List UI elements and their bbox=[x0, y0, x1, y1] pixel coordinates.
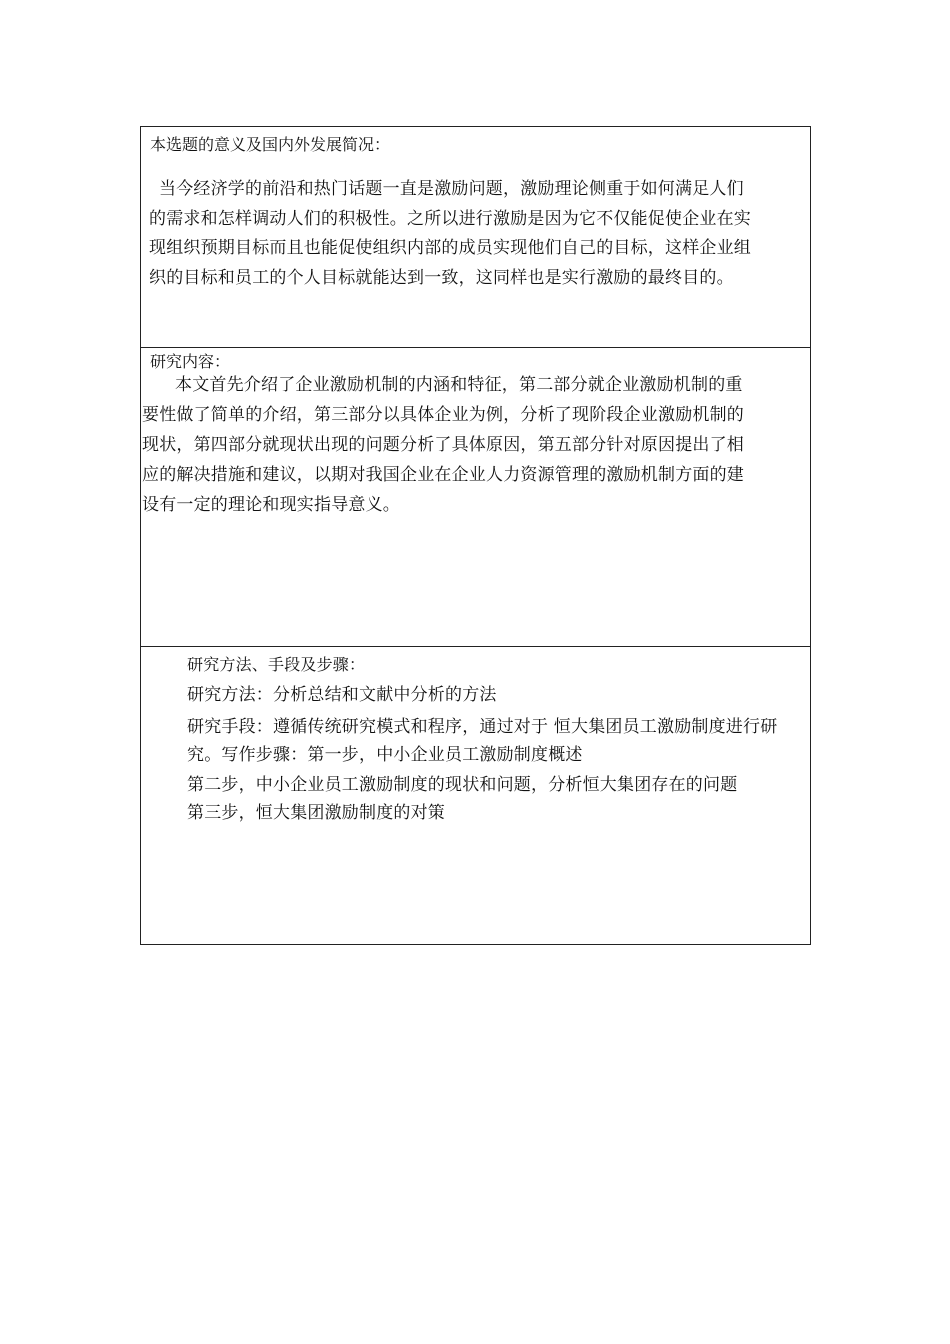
research-methods-heading: 研究方法、手段及步骤： bbox=[187, 655, 366, 674]
significance-section bbox=[141, 127, 810, 348]
research-content-section bbox=[141, 348, 810, 647]
research-content-body: 本文首先介绍了企业激励机制的内涵和特征，第二部分就企业激励机制的重 要性做了简单的介绍，第三部分以具体企业为例，分析了现阶段企业激励机制的 现状，第四部分就现状出现的问题分析了具体原因，第五部分针对原因提出了相 应的解决措施和建议，以期对我国企业在企业人力资源管理的激励机制方面的建 设有一定的理论和现实指导意义。 bbox=[142, 375, 744, 515]
significance-body: 当今经济学的前沿和热门话题一直是激励问题，激励理论侧重于如何满足人们 的需求和怎样调动人们的积极性。之所以进行激励是因为它不仅能促使企业在实 现组织预期目标而且也能促使组织内部的成员实现他们自己的目标，这样企业组 织的目标和员工的个人目标就能达到一致，这同样也是实行激励的最终目的。 bbox=[149, 179, 751, 288]
research-means-line: 研究手段：遵循传统研究模式和程序，通过对于 恒大集团员工激励制度进行研 bbox=[187, 717, 778, 737]
research-methods-line: 研究方法：分析总结和文献中分析的方法 bbox=[187, 685, 497, 705]
research-methods-section bbox=[141, 647, 810, 944]
writing-steps-line: 究。写作步骤：第一步，中小企业员工激励制度概述 bbox=[187, 745, 583, 765]
step-three-line: 第三步，恒大集团激励制度的对策 bbox=[187, 803, 445, 823]
step-two-line: 第二步，中小企业员工激励制度的现状和问题，分析恒大集团存在的问题 bbox=[187, 775, 738, 795]
significance-heading: 本选题的意义及国内外发展简况： bbox=[150, 135, 391, 154]
proposal-form-table bbox=[140, 126, 811, 945]
research-content-heading: 研究内容： bbox=[150, 352, 231, 371]
